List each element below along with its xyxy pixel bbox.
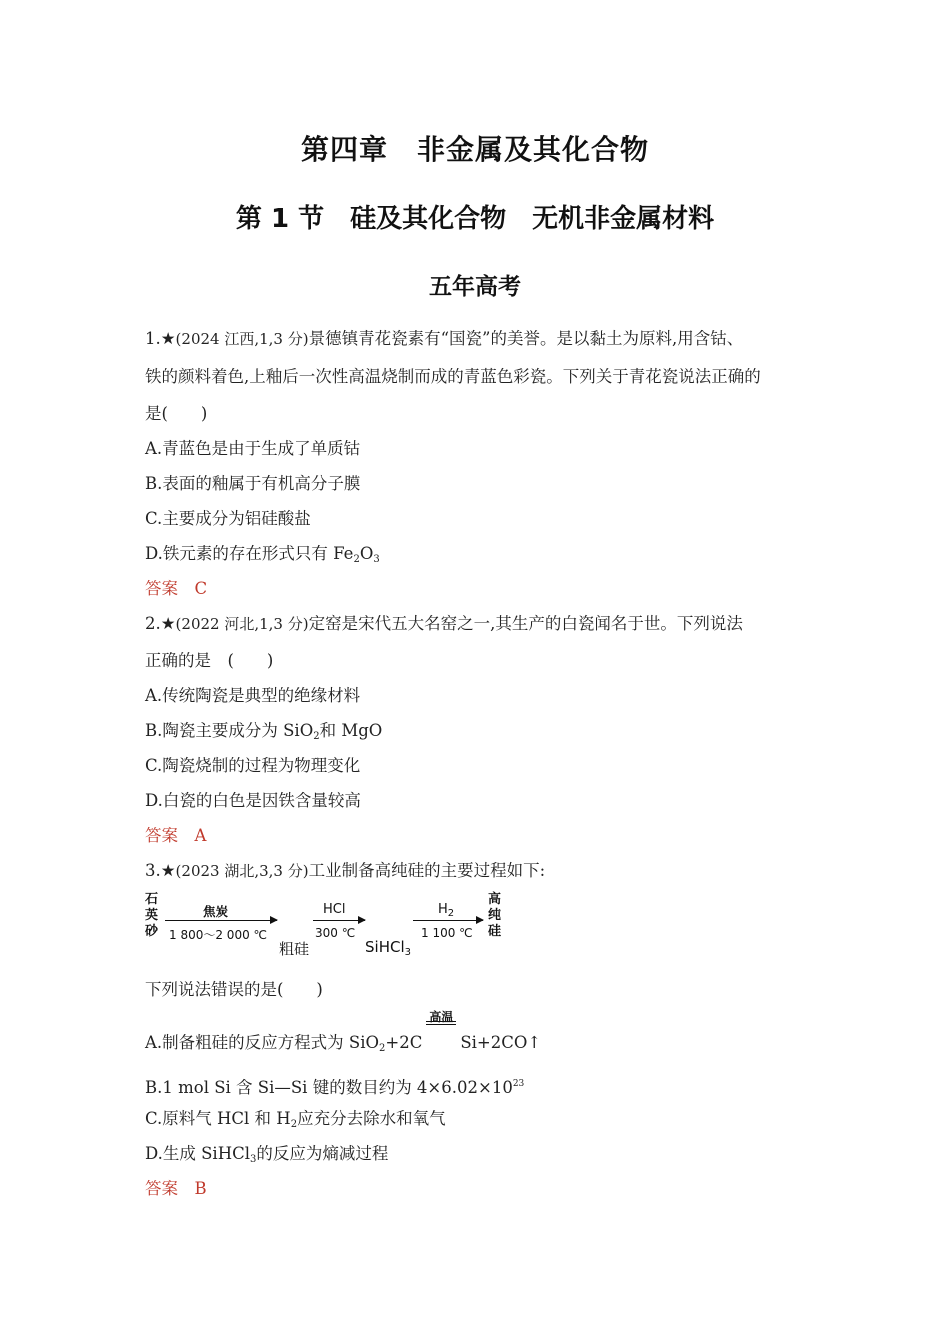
q3-option-a [145,1010,542,1060]
q1-stem-text: 景德镇青花瓷素有“国瓷”的美誉。是以黏土为原料,用含钴、 [308,329,744,348]
q1-source: (2024 江西,1,3 分) [175,330,309,348]
q1-option-a: A.青蓝色是由于生成了单质钴 [145,439,361,458]
q3-option-c-text: C.原料气 HCl 和 H [145,1109,291,1128]
q2-option-d: D.白瓷的白色是因铁含量较高 [145,791,361,810]
q3-option-c-sub: 2 [290,1119,298,1130]
flow-step3-reagent-text: H [438,902,448,917]
flow-step3-reagent-sub: 2 [447,908,455,919]
q1-number: 1.★ [145,329,176,348]
flow-step2-reagent: HCl [323,902,346,917]
flow-intermediate-2 [365,938,411,958]
q2-stem-text: 定窑是宋代五大名窑之一,其生产的白瓷闻名于世。下列说法 [308,614,743,633]
q2-source: (2022 河北,1,3 分) [175,615,309,633]
q2-number: 2.★ [145,614,176,633]
q3-option-a-product: Si+2CO↑ [460,1033,542,1052]
reaction-condition [422,1010,460,1054]
process-flow-diagram [143,890,543,960]
q2-option-b-text: B.陶瓷主要成分为 SiO [145,721,314,740]
q3-option-a-mid: +2C [385,1033,423,1052]
q1-option-c: C.主要成分为铝硅酸盐 [145,509,311,528]
flow-arrow-1 [165,920,277,921]
flow-step2-condition: 300 ℃ [315,926,356,940]
flow-start-label: 石英砂 [145,892,159,939]
reaction-condition-text: 高温 [429,1010,454,1024]
q3-option-c [145,1108,446,1136]
flow-step3-reagent [438,902,454,919]
reaction-equals-sign [426,1021,456,1025]
q3-answer: 答案 B [145,1179,207,1198]
q1-option-b: B.表面的釉属于有机高分子膜 [145,474,361,493]
q1-option-d-sub2: 3 [373,554,380,565]
q2-answer: 答案 A [145,826,207,845]
flow-intermediate-2-sub: 3 [404,947,411,958]
q2-stem-line-2: 正确的是 ( ) [145,651,274,670]
q1-answer: 答案 C [145,579,208,598]
subtitle: 五年高考 [429,274,521,300]
q1-option-d-mid: O [359,544,374,563]
q3-option-c-post: 应充分去除水和氧气 [297,1109,446,1128]
q2-option-b-post: 和 MgO [319,721,383,740]
q2-stem-line-1 [145,613,743,635]
chapter-title: 第四章 非金属及其化合物 [300,133,649,166]
q3-stem-text: 工业制备高纯硅的主要过程如下: [308,861,546,880]
q3-option-d [145,1143,388,1171]
flow-arrow-2 [313,920,365,921]
flow-step1-reagent: 焦炭 [203,904,229,919]
q1-option-d-sub1: 2 [353,554,360,565]
q3-option-b [145,1073,524,1099]
q1-stem-line-3: 是( ) [145,404,208,423]
q1-option-d [145,543,380,571]
q3-number: 3.★ [145,861,176,880]
flow-end-label: 高纯硅 [488,892,502,939]
q2-option-b [145,720,382,748]
q3-option-d-post: 的反应为熵减过程 [256,1144,389,1163]
flow-step1-condition: 1 800～2 000 ℃ [169,928,267,942]
q3-option-d-text: D.生成 SiHCl [145,1144,251,1163]
q3-stem-line-2: 下列说法错误的是( ) [145,980,323,999]
q3-stem-line-1 [145,860,545,882]
q2-option-a: A.传统陶瓷是典型的绝缘材料 [145,686,361,705]
q1-option-d-text: D.铁元素的存在形式只有 Fe [145,544,354,563]
flow-intermediate-1: 粗硅 [279,940,310,958]
q3-option-b-text: B.1 mol Si 含 Si—Si 键的数目约为 4×6.02×10 [145,1078,513,1097]
q1-stem-line-1 [145,328,743,350]
q3-option-b-sup: 23 [512,1079,525,1089]
q2-option-b-sub: 2 [313,731,320,742]
flow-arrow-3 [413,920,483,921]
q1-stem-line-2: 铁的颜料着色,上釉后一次性高温烧制而成的青蓝色彩瓷。下列关于青花瓷说法正确的 [145,367,761,386]
q3-source: (2023 湖北,3,3 分) [175,862,309,880]
section-title: 第 1 节 硅及其化合物 无机非金属材料 [235,204,715,234]
q3-option-a-sub: 2 [379,1043,386,1054]
flow-step3-condition: 1 100 ℃ [421,926,473,940]
q3-option-d-sub: 3 [250,1154,257,1165]
q3-option-a-text: A.制备粗硅的反应方程式为 SiO [145,1033,380,1052]
flow-intermediate-2-text: SiHCl [365,938,405,956]
q2-option-c: C.陶瓷烧制的过程为物理变化 [145,756,361,775]
